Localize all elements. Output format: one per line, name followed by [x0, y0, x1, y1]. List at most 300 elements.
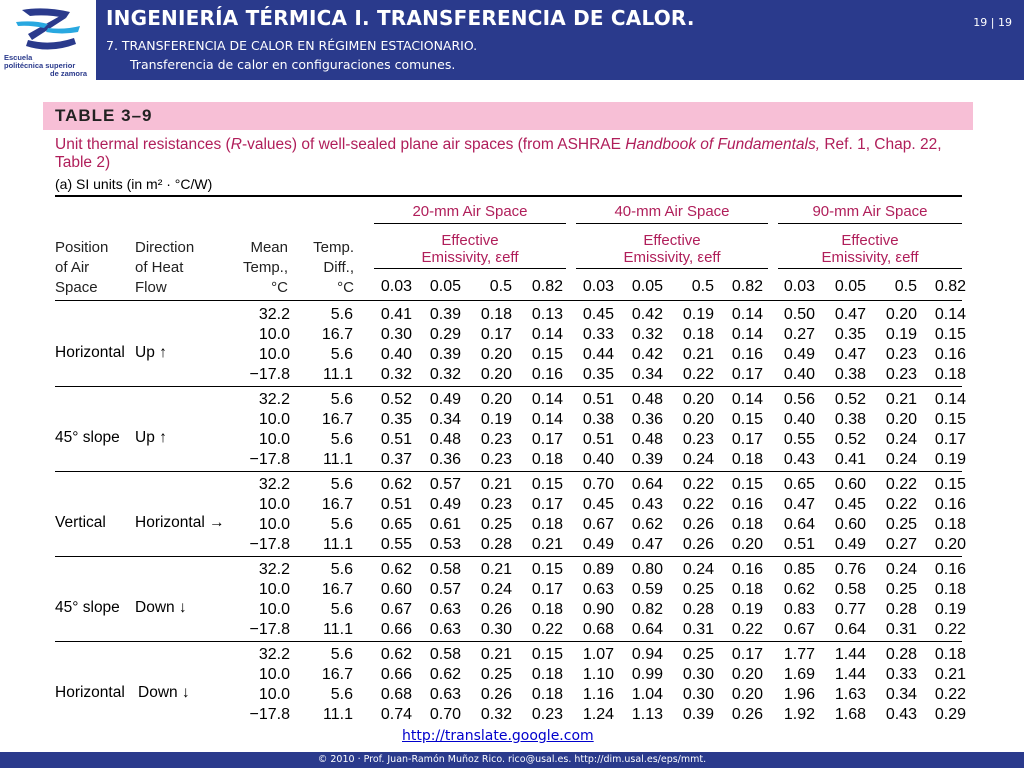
table-cell: 0.17 — [934, 431, 966, 448]
emissivity-heading-line1: Effective — [841, 232, 899, 249]
emissivity-heading-40mm — [576, 232, 768, 266]
table-cell: 0.19 — [731, 601, 763, 618]
table-cell: 0.40 — [380, 346, 412, 363]
table-cell: 0.18 — [934, 366, 966, 383]
table-cell: 0.26 — [682, 536, 714, 553]
table-cell: 0.28 — [480, 536, 512, 553]
section-heading: 7. TRANSFERENCIA DE CALOR EN RÉGIMEN ESTACIONARIO. — [106, 38, 478, 53]
table-cell: 0.43 — [885, 706, 917, 723]
table-cell: 0.22 — [934, 621, 966, 638]
table-cell: 0.94 — [631, 646, 663, 663]
table-cell: 0.18 — [531, 451, 563, 468]
table-cell: 0.24 — [885, 451, 917, 468]
emissivity-header-cell: 0.5 — [894, 278, 917, 295]
table-cell: −17.8 — [249, 366, 290, 383]
table-cell: 0.51 — [783, 536, 815, 553]
table-cell: 5.6 — [330, 346, 353, 363]
table-cell: −17.8 — [249, 706, 290, 723]
slide-footer — [0, 752, 1024, 768]
table-cell: 0.47 — [631, 536, 663, 553]
table-cell: 0.23 — [480, 496, 512, 513]
table-cell: 0.14 — [731, 391, 763, 408]
table-cell: 5.6 — [330, 306, 353, 323]
table-cell: 0.23 — [885, 366, 917, 383]
emissivity-heading-line2: Emissivity, εeff — [623, 249, 721, 266]
table-cell: 16.7 — [321, 411, 353, 428]
table-cell: 0.18 — [934, 646, 966, 663]
emissivity-header-cell: 0.82 — [934, 278, 966, 295]
table-cell: 10.0 — [258, 686, 290, 703]
table-cell: 5.6 — [330, 561, 353, 578]
emissivity-header-cell: 0.03 — [380, 278, 412, 295]
table-cell: 0.28 — [885, 646, 917, 663]
table-cell: 32.2 — [258, 561, 290, 578]
table-cell: 0.41 — [380, 306, 412, 323]
footer-text: © 2010 · Prof. Juan-Ramón Muñoz Rico. rico@usal.es. http://dim.usal.es/eps/mmt. — [317, 754, 707, 765]
table-cell: 0.60 — [380, 581, 412, 598]
table-cell: 0.52 — [834, 431, 866, 448]
emissivity-header-cell: 0.03 — [783, 278, 815, 295]
caption-part-c: Ref. 1, Chap. 22, Table 2) — [55, 136, 942, 171]
table-cell: 0.59 — [631, 581, 663, 598]
table-cell: 0.77 — [834, 601, 866, 618]
block-separator-rule — [55, 641, 962, 642]
caption-book-title: Handbook of Fundamentals, — [625, 136, 821, 153]
col-head-line: Diff., — [323, 259, 354, 276]
table-cell: 0.20 — [885, 411, 917, 428]
table-cell: 0.31 — [682, 621, 714, 638]
table-label: TABLE 3–9 — [55, 106, 153, 125]
emissivity-heading-line2: Emissivity, εeff — [421, 249, 519, 266]
table-cell: 0.16 — [934, 346, 966, 363]
table-cell: 0.57 — [429, 581, 461, 598]
table-cell: 0.18 — [531, 601, 563, 618]
table-cell: 0.42 — [631, 346, 663, 363]
table-cell: 1.04 — [631, 686, 663, 703]
table-cell: 32.2 — [258, 646, 290, 663]
group-heading-90mm: 90-mm Air Space — [812, 203, 928, 220]
table-cell: 5.6 — [330, 686, 353, 703]
table-cell: 0.60 — [834, 516, 866, 533]
table-cell: 0.27 — [783, 326, 815, 343]
emissivity-header-cell: 0.82 — [531, 278, 563, 295]
table-cell: 0.18 — [934, 581, 966, 598]
table-cell: 0.22 — [885, 496, 917, 513]
table-cell: 0.49 — [834, 536, 866, 553]
table-cell: 0.15 — [531, 561, 563, 578]
emissivity-rule-20mm — [374, 268, 566, 269]
table-cell: 0.45 — [582, 306, 614, 323]
table-cell: 0.21 — [480, 476, 512, 493]
caption-part-a: Unit thermal resistances ( — [55, 136, 231, 153]
table-cell: 0.43 — [631, 496, 663, 513]
table-cell: 0.43 — [783, 451, 815, 468]
table-cell: 0.51 — [380, 431, 412, 448]
table-cell: 0.39 — [429, 346, 461, 363]
air-space-position: 45° slope — [55, 599, 120, 616]
caption-part-b: -values) of well-sealed plane air spaces (from ASHRAE — [241, 136, 626, 153]
table-cell: 0.30 — [480, 621, 512, 638]
table-cell: 0.30 — [682, 686, 714, 703]
logo-text — [4, 54, 94, 78]
table-cell: 0.16 — [731, 561, 763, 578]
table-cell: 1.44 — [834, 646, 866, 663]
table-cell: 1.68 — [834, 706, 866, 723]
table-cell: 0.35 — [582, 366, 614, 383]
table-cell: 0.48 — [631, 431, 663, 448]
table-cell: 0.23 — [531, 706, 563, 723]
table-cell: 0.15 — [731, 476, 763, 493]
table-cell: 0.52 — [834, 391, 866, 408]
table-cell: 0.18 — [531, 686, 563, 703]
table-cell: 0.49 — [582, 536, 614, 553]
table-cell: 0.22 — [731, 621, 763, 638]
table-cell: 0.35 — [834, 326, 866, 343]
table-cell: 0.22 — [934, 686, 966, 703]
table-cell: 11.1 — [323, 536, 353, 553]
table-cell: 0.15 — [934, 326, 966, 343]
table-cell: 11.1 — [323, 706, 353, 723]
table-cell: 0.20 — [885, 306, 917, 323]
table-cell: 0.32 — [429, 366, 461, 383]
table-cell: 0.40 — [783, 411, 815, 428]
translate-link[interactable]: http://translate.google.com — [402, 728, 594, 744]
table-cell: 1.77 — [783, 646, 815, 663]
table-cell: 0.62 — [380, 476, 412, 493]
table-cell: 0.40 — [582, 451, 614, 468]
table-cell: 0.15 — [731, 411, 763, 428]
table-cell: 0.55 — [783, 431, 815, 448]
table-cell: 10.0 — [258, 666, 290, 683]
table-cell: 0.18 — [682, 326, 714, 343]
table-cell: 0.14 — [531, 326, 563, 343]
table-cell: 0.23 — [885, 346, 917, 363]
table-cell: 0.64 — [631, 476, 663, 493]
header-bottom-rule — [55, 300, 962, 301]
table-cell: 0.22 — [531, 621, 563, 638]
table-cell: 0.20 — [480, 346, 512, 363]
table-cell: 0.68 — [582, 621, 614, 638]
table-cell: 0.62 — [429, 666, 461, 683]
table-cell: 5.6 — [330, 391, 353, 408]
table-cell: 0.25 — [885, 581, 917, 598]
emissivity-header-cell: 0.82 — [731, 278, 763, 295]
table-cell: 0.39 — [429, 306, 461, 323]
table-cell: 0.66 — [380, 666, 412, 683]
table-cell: 0.39 — [631, 451, 663, 468]
table-cell: 0.80 — [631, 561, 663, 578]
table-cell: 0.66 — [380, 621, 412, 638]
table-cell: 0.14 — [731, 326, 763, 343]
table-cell: 0.26 — [480, 686, 512, 703]
table-cell: 0.32 — [631, 326, 663, 343]
col-head-temp-diff — [298, 238, 354, 298]
table-cell: 0.17 — [731, 646, 763, 663]
table-cell: 0.23 — [480, 431, 512, 448]
table-cell: 5.6 — [330, 431, 353, 448]
table-cell: 0.85 — [783, 561, 815, 578]
table-cell: 0.30 — [380, 326, 412, 343]
table-cell: 0.19 — [885, 326, 917, 343]
school-logo — [0, 0, 96, 80]
table-cell: 11.1 — [323, 451, 353, 468]
table-cell: 0.32 — [480, 706, 512, 723]
table-cell: 0.21 — [480, 646, 512, 663]
table-cell: 1.69 — [783, 666, 815, 683]
table-cell: 0.89 — [582, 561, 614, 578]
table-cell: 0.16 — [731, 496, 763, 513]
table-cell: 0.90 — [582, 601, 614, 618]
table-cell: 0.24 — [885, 431, 917, 448]
table-cell: 0.21 — [934, 666, 966, 683]
table-cell: 0.32 — [380, 366, 412, 383]
table-cell: −17.8 — [249, 536, 290, 553]
emissivity-header-cell: 0.05 — [834, 278, 866, 295]
table-cell: 0.14 — [934, 391, 966, 408]
emissivity-header-cell: 0.05 — [631, 278, 663, 295]
table-cell: 1.96 — [783, 686, 815, 703]
table-cell: 0.17 — [531, 431, 563, 448]
table-cell: 1.16 — [582, 686, 614, 703]
col-head-direction — [135, 238, 194, 298]
table-cell: 0.20 — [480, 366, 512, 383]
table-cell: 1.63 — [834, 686, 866, 703]
logo-line-2: politécnica superior — [4, 61, 76, 70]
table-cell: 0.70 — [429, 706, 461, 723]
table-cell: 0.22 — [682, 496, 714, 513]
col-head-line: of Air — [55, 259, 90, 276]
table-cell: 0.38 — [834, 411, 866, 428]
table-cell: 0.49 — [429, 496, 461, 513]
table-cell: 0.15 — [934, 411, 966, 428]
slide-header — [0, 0, 1024, 80]
table-cell: 0.34 — [885, 686, 917, 703]
table-cell: 0.20 — [682, 411, 714, 428]
table-cell: 11.1 — [323, 366, 353, 383]
slide-title: INGENIERÍA TÉRMICA I. TRANSFERENCIA DE CALOR. — [106, 6, 695, 30]
table-cell: 0.19 — [682, 306, 714, 323]
table-cell: 0.58 — [429, 646, 461, 663]
table-cell: 0.53 — [429, 536, 461, 553]
table-cell: 0.34 — [631, 366, 663, 383]
table-cell: 0.20 — [731, 686, 763, 703]
table-cell: 0.68 — [380, 686, 412, 703]
table-cell: 16.7 — [321, 496, 353, 513]
table-cell: 1.92 — [783, 706, 815, 723]
table-cell: 1.44 — [834, 666, 866, 683]
group-heading-40mm: 40-mm Air Space — [614, 203, 730, 220]
group-rule-90mm — [778, 223, 962, 224]
table-cell: 0.57 — [429, 476, 461, 493]
table-cell: 1.13 — [631, 706, 663, 723]
table-cell: 0.63 — [429, 686, 461, 703]
table-cell: −17.8 — [249, 621, 290, 638]
table-cell: 0.41 — [834, 451, 866, 468]
group-rule-20mm — [374, 223, 566, 224]
table-cell: 0.17 — [731, 366, 763, 383]
table-cell: 0.65 — [783, 476, 815, 493]
table-cell: 0.19 — [480, 411, 512, 428]
table-cell: 0.26 — [480, 601, 512, 618]
table-cell: 0.99 — [631, 666, 663, 683]
table-units: (a) SI units (in m² · °C/W) — [55, 176, 213, 192]
table-cell: 10.0 — [258, 431, 290, 448]
table-cell: 0.56 — [783, 391, 815, 408]
air-space-position: Vertical — [55, 514, 106, 531]
table-cell: 0.62 — [783, 581, 815, 598]
table-cell: 16.7 — [321, 581, 353, 598]
table-cell: 0.25 — [682, 646, 714, 663]
table-cell: 0.28 — [682, 601, 714, 618]
table-cell: −17.8 — [249, 451, 290, 468]
table-cell: 0.30 — [682, 666, 714, 683]
table-label-band — [43, 102, 973, 130]
table-cell: 0.70 — [582, 476, 614, 493]
subsection-heading: Transferencia de calor en configuraciones comunes. — [130, 57, 456, 72]
table-cell: 0.25 — [885, 516, 917, 533]
emissivity-heading-90mm — [778, 232, 962, 266]
table-cell: 5.6 — [330, 601, 353, 618]
table-cell: 0.15 — [531, 646, 563, 663]
table-cell: 0.83 — [783, 601, 815, 618]
table-cell: 1.10 — [582, 666, 614, 683]
table-cell: 0.50 — [783, 306, 815, 323]
table-cell: 5.6 — [330, 516, 353, 533]
table-cell: 0.29 — [429, 326, 461, 343]
emissivity-header-cell: 0.5 — [489, 278, 512, 295]
table-cell: 0.25 — [480, 516, 512, 533]
table-cell: 0.17 — [531, 581, 563, 598]
table-cell: 0.36 — [631, 411, 663, 428]
table-cell: 0.16 — [934, 496, 966, 513]
table-cell: 0.14 — [531, 391, 563, 408]
table-cell: 0.51 — [582, 431, 614, 448]
table-cell: 0.18 — [731, 581, 763, 598]
table-cell: 0.22 — [682, 476, 714, 493]
table-cell: 0.20 — [731, 666, 763, 683]
group-rule-40mm — [576, 223, 768, 224]
group-heading-20mm: 20-mm Air Space — [412, 203, 528, 220]
table-cell: 0.20 — [682, 391, 714, 408]
table-cell: 16.7 — [321, 326, 353, 343]
heat-flow-direction: Up ↑ — [135, 429, 167, 446]
table-cell: 0.21 — [682, 346, 714, 363]
table-cell: 0.28 — [885, 601, 917, 618]
col-head-position — [55, 238, 108, 298]
table-cell: 32.2 — [258, 306, 290, 323]
heat-flow-direction: Horizontal → — [135, 514, 225, 531]
table-cell: 0.63 — [582, 581, 614, 598]
table-cell: 0.25 — [682, 581, 714, 598]
table-cell: 0.48 — [631, 391, 663, 408]
table-cell: 0.19 — [934, 451, 966, 468]
table-cell: 0.67 — [582, 516, 614, 533]
table-cell: 10.0 — [258, 581, 290, 598]
table-cell: 0.38 — [834, 366, 866, 383]
table-cell: 0.47 — [834, 346, 866, 363]
caption-r-symbol: R — [230, 136, 242, 153]
table-cell: 10.0 — [258, 516, 290, 533]
table-cell: 0.16 — [934, 561, 966, 578]
page-number: 19 | 19 — [973, 16, 1012, 29]
table-cell: 0.47 — [834, 306, 866, 323]
heat-flow-direction: Down ↓ — [138, 684, 190, 701]
table-cell: 0.16 — [531, 366, 563, 383]
table-cell: 0.20 — [731, 536, 763, 553]
emissivity-rule-40mm — [576, 268, 768, 269]
air-space-position: Horizontal — [55, 684, 125, 701]
col-head-mean-temp — [226, 238, 288, 298]
table-cell: 0.21 — [531, 536, 563, 553]
table-cell: 0.58 — [429, 561, 461, 578]
table-cell: 0.14 — [934, 306, 966, 323]
table-cell: 0.24 — [682, 561, 714, 578]
col-head-line: Space — [55, 279, 98, 296]
table-cell: 0.22 — [885, 476, 917, 493]
table-caption — [55, 136, 955, 172]
table-cell: 0.23 — [682, 431, 714, 448]
table-cell: 0.36 — [429, 451, 461, 468]
table-cell: 0.26 — [682, 516, 714, 533]
table-cell: 0.24 — [480, 581, 512, 598]
table-cell: 0.20 — [480, 391, 512, 408]
table-cell: 0.14 — [531, 411, 563, 428]
table-cell: 0.22 — [682, 366, 714, 383]
table-cell: 1.07 — [582, 646, 614, 663]
table-cell: 0.52 — [380, 391, 412, 408]
col-head-line: Temp. — [313, 239, 354, 256]
table-cell: 0.47 — [783, 496, 815, 513]
table-cell: 0.51 — [582, 391, 614, 408]
logo-line-3: de zamora — [50, 69, 88, 78]
table-cell: 0.74 — [380, 706, 412, 723]
logo-line-1: Escuela — [4, 53, 33, 62]
table-cell: 0.18 — [531, 666, 563, 683]
table-cell: 0.17 — [480, 326, 512, 343]
table-cell: 0.62 — [380, 646, 412, 663]
col-head-line: Temp., — [242, 259, 288, 276]
emissivity-rule-90mm — [778, 268, 962, 269]
air-space-position: 45° slope — [55, 429, 120, 446]
table-cell: 0.31 — [885, 621, 917, 638]
table-cell: 0.18 — [731, 451, 763, 468]
emissivity-header-cell: 0.5 — [691, 278, 714, 295]
emissivity-header-cell: 0.03 — [582, 278, 614, 295]
table-cell: 0.40 — [783, 366, 815, 383]
col-head-line: of Heat — [135, 259, 184, 276]
air-space-position: Horizontal — [55, 344, 125, 361]
table-cell: 0.21 — [480, 561, 512, 578]
table-cell: 0.63 — [429, 621, 461, 638]
table-cell: 0.18 — [531, 516, 563, 533]
block-separator-rule — [55, 386, 962, 387]
table-cell: 0.62 — [380, 561, 412, 578]
table-cell: 0.24 — [682, 451, 714, 468]
table-cell: 5.6 — [330, 646, 353, 663]
table-cell: 0.13 — [531, 306, 563, 323]
table-cell: 0.58 — [834, 581, 866, 598]
table-cell: 0.35 — [380, 411, 412, 428]
table-cell: 10.0 — [258, 411, 290, 428]
table-cell: 0.42 — [631, 306, 663, 323]
table-cell: 0.64 — [834, 621, 866, 638]
table-cell: 0.65 — [380, 516, 412, 533]
table-cell: 0.64 — [783, 516, 815, 533]
table-cell: 0.26 — [731, 706, 763, 723]
table-cell: 0.61 — [429, 516, 461, 533]
table-cell: 0.15 — [934, 476, 966, 493]
table-cell: 0.60 — [834, 476, 866, 493]
